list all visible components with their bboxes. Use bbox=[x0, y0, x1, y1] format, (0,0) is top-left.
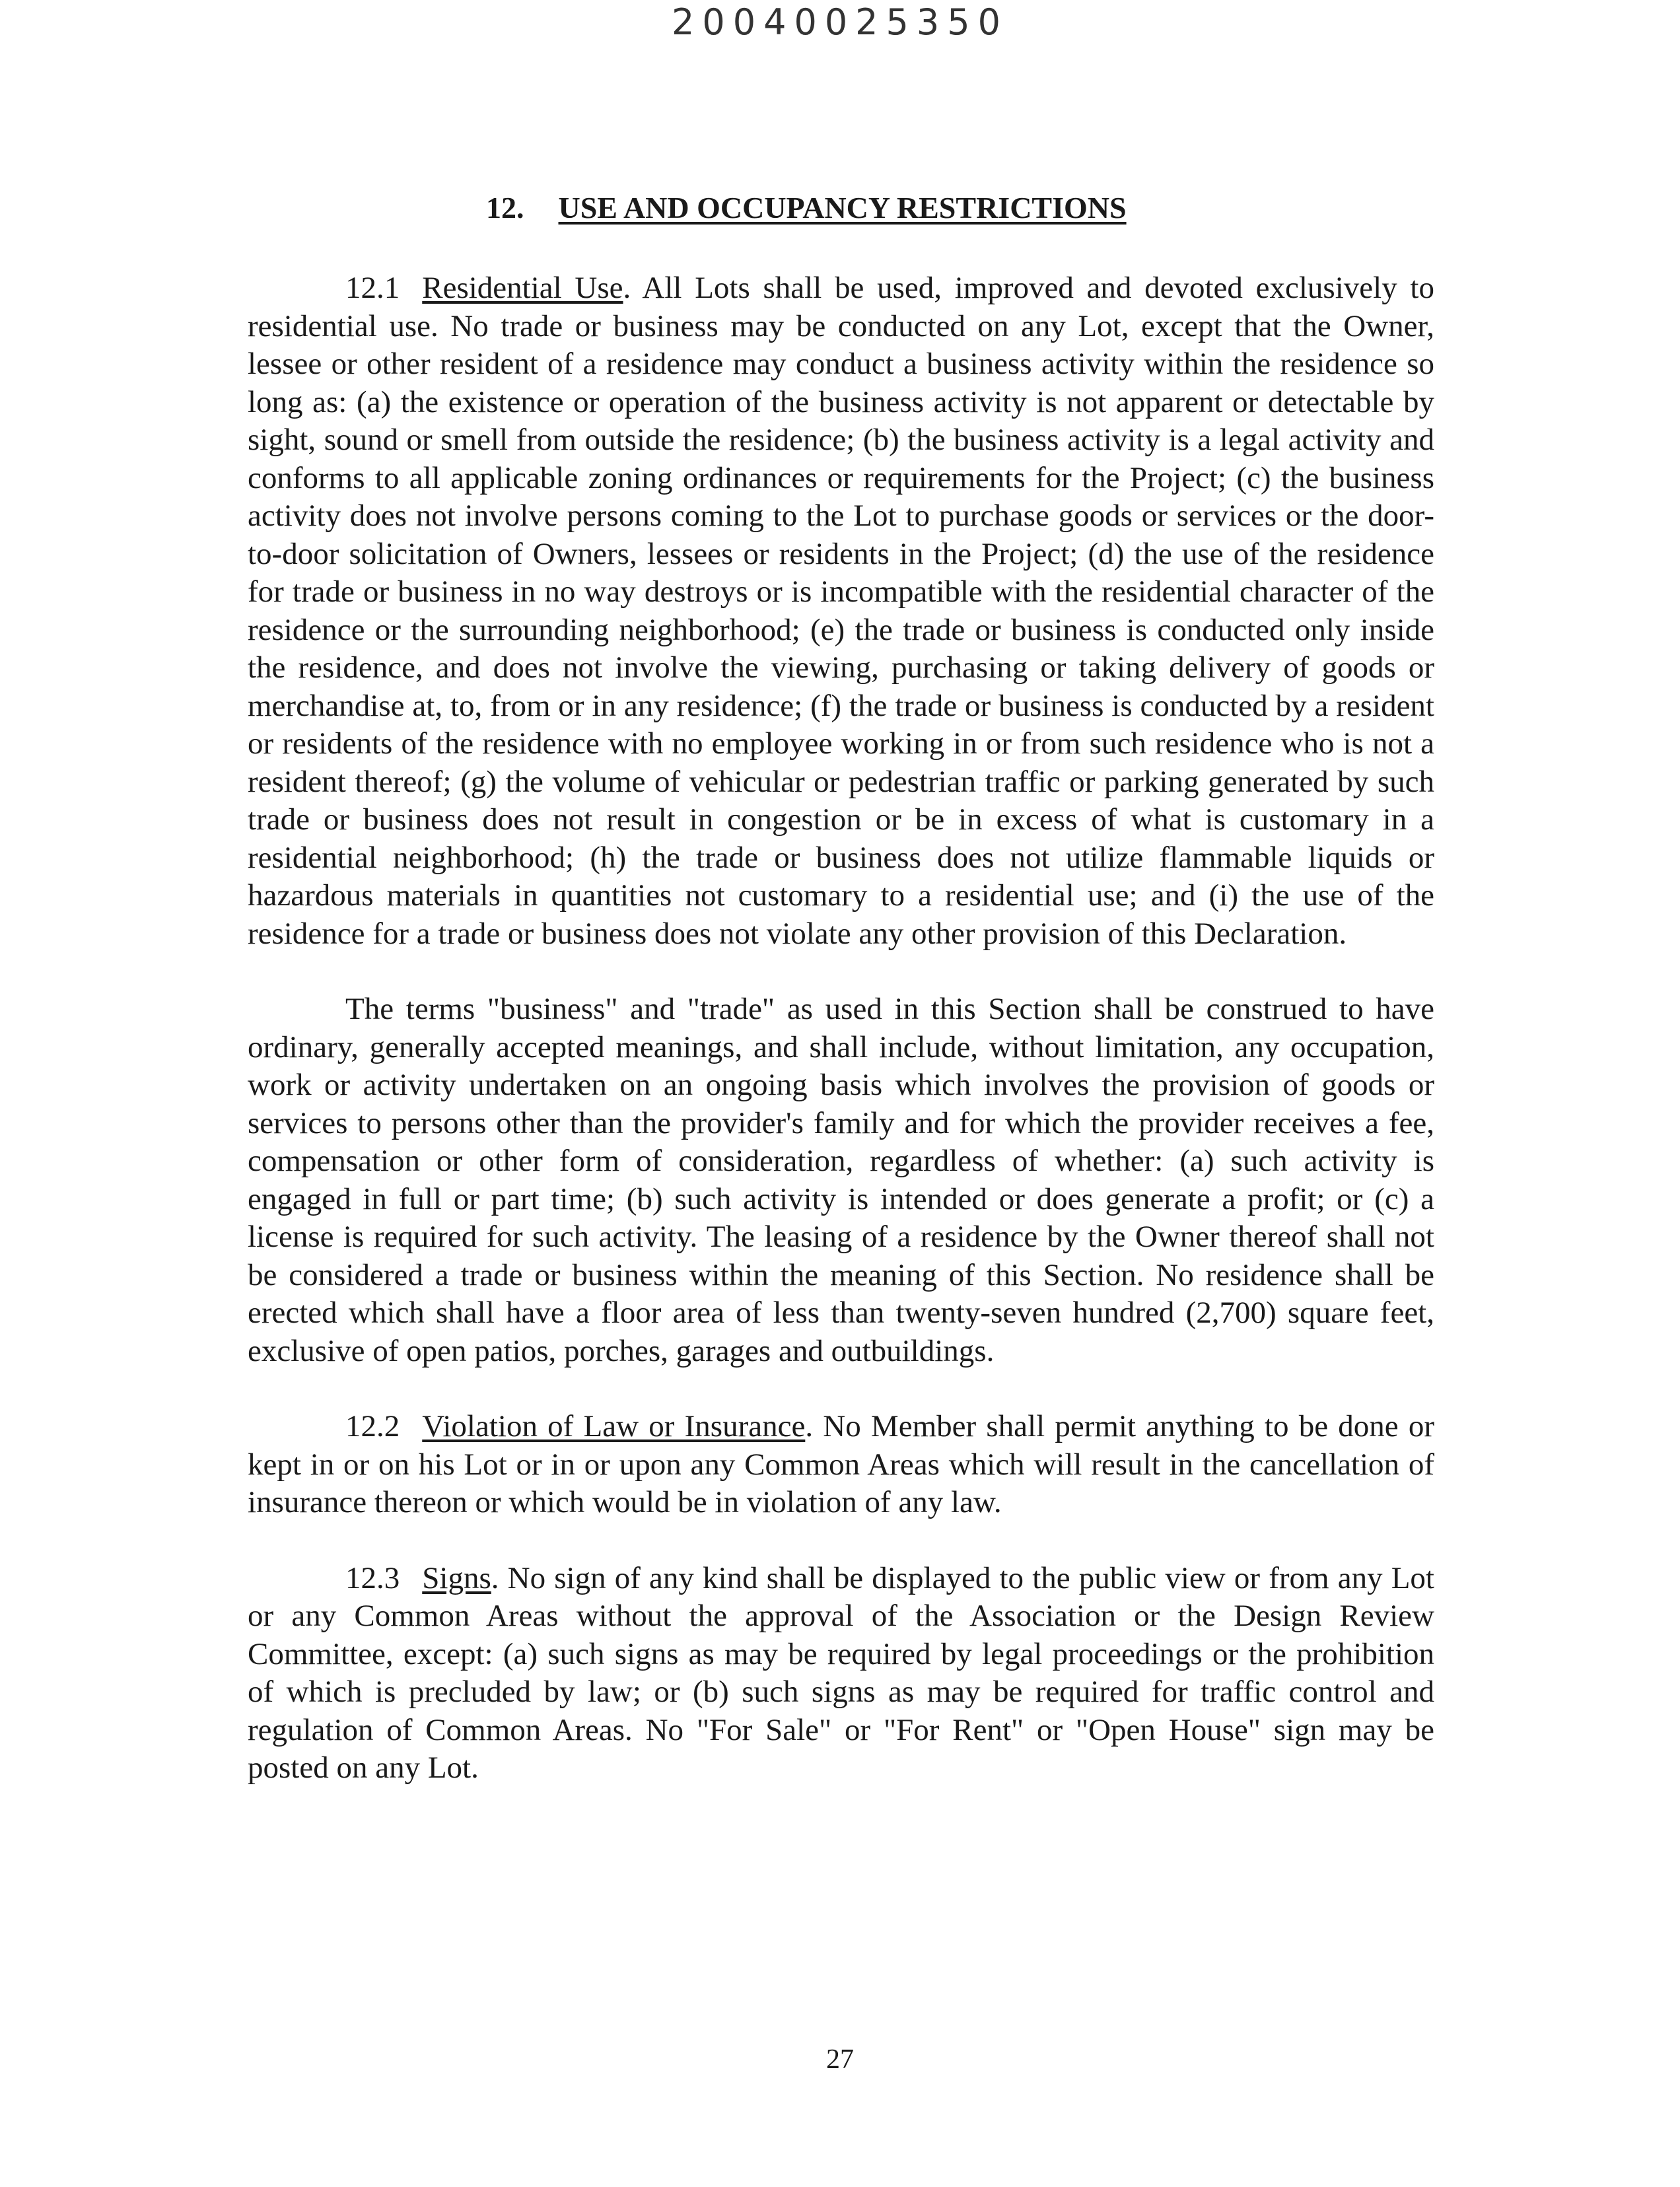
section-number: 12. bbox=[486, 191, 524, 225]
subsection-title: Signs bbox=[422, 1560, 491, 1595]
subsection-title: Residential Use bbox=[422, 271, 623, 305]
paragraph-business-trade-definition bbox=[248, 990, 1434, 1370]
document-body bbox=[248, 269, 1434, 1825]
subsection-text: . All Lots shall be used, improved and devoted exclusively to residential use. No trade or business may be conducted on any Lot, except that the Owner, lessee or other resident of a residence may conduct a business activity within the residence so long as: (a) the existence or operation of the business activity is not apparent or detectable by sight, sound or smell from outside the residence; (b) the business activity is a legal activity and conforms to all applicable zoning ordinances or requirements for the Project; (c) the business activity does not involve persons coming to the Lot to purchase goods or services or the door-to-door solicitation of Owners, lessees or residents in the Project; (d) the use of the residence for trade or business in no way destroys or is incompatible with the residential character of the residence or the surrounding neighborhood; (e) the trade or business is conducted only inside the residence, and does not involve the viewing, purchasing or taking delivery of goods or merchandise at, to, from or in any residence; (f) the trade or business is conducted by a resident or residents of the residence with no employee working in or from such residence who is not a resident thereof; (g) the volume of vehicular or pedestrian traffic or parking generated by such trade or business does not result in congestion or be in excess of what is customary in a residential neighborhood; (h) the trade or business does not utilize flammable liquids or hazardous materials in quantities not customary to a residential use; and (i) the use of the residence for a trade or business does not violate any other provision of this Declaration. bbox=[248, 271, 1434, 951]
subsection-12-1 bbox=[248, 269, 1434, 953]
document-number: 20040025350 bbox=[672, 1, 1008, 43]
subsection-number: 12.3 bbox=[345, 1560, 400, 1595]
subsection-number: 12.2 bbox=[345, 1409, 400, 1443]
subsection-title: Violation of Law or Insurance bbox=[422, 1409, 806, 1443]
paragraph-text: The terms "business" and "trade" as used in this Section shall be construed to have ordinary, generally accepted meanings, and shall include, without limitation, any occupation, work or activity undertaken on an ongoing basis which involves the provision of goods or services to persons other than the provider's family and for which the provider receives a fee, compensation or other form of consideration, regardless of whether: (a) such activity is engaged in full or part time; (b) such activity is intended or does generate a profit; or (c) a license is required for such activity. The leasing of a residence by the Owner thereof shall not be considered a trade or business within the meaning of this Section. No residence shall be erected which shall have a floor area of less than twenty-seven hundred (2,700) square feet, exclusive of open patios, porches, garages and outbuildings. bbox=[248, 992, 1434, 1368]
section-title: USE AND OCCUPANCY RESTRICTIONS bbox=[558, 191, 1127, 225]
subsection-text: . No sign of any kind shall be displayed to the public view or from any Lot or any Common Areas without the approval of the Association or the Design Review Committee, except: (a) such signs as may be required by legal proceedings or the prohibition of which is precluded by law; or (b) such signs as may be required for traffic control and regulation of Common Areas. No "For Sale" or "For Rent" or "Open House" sign may be posted on any Lot. bbox=[248, 1560, 1434, 1785]
subsection-text: . No Member shall permit anything to be done or kept in or on his Lot or in or upon any Common Areas which will result in the cancellation of insurance thereon or which would be in violation of any law. bbox=[248, 1409, 1435, 1519]
section-heading bbox=[486, 190, 1127, 225]
subsection-12-3 bbox=[248, 1560, 1434, 1788]
subsection-12-2 bbox=[248, 1408, 1434, 1522]
page-number: 27 bbox=[826, 2044, 854, 2075]
subsection-number: 12.1 bbox=[345, 271, 400, 305]
